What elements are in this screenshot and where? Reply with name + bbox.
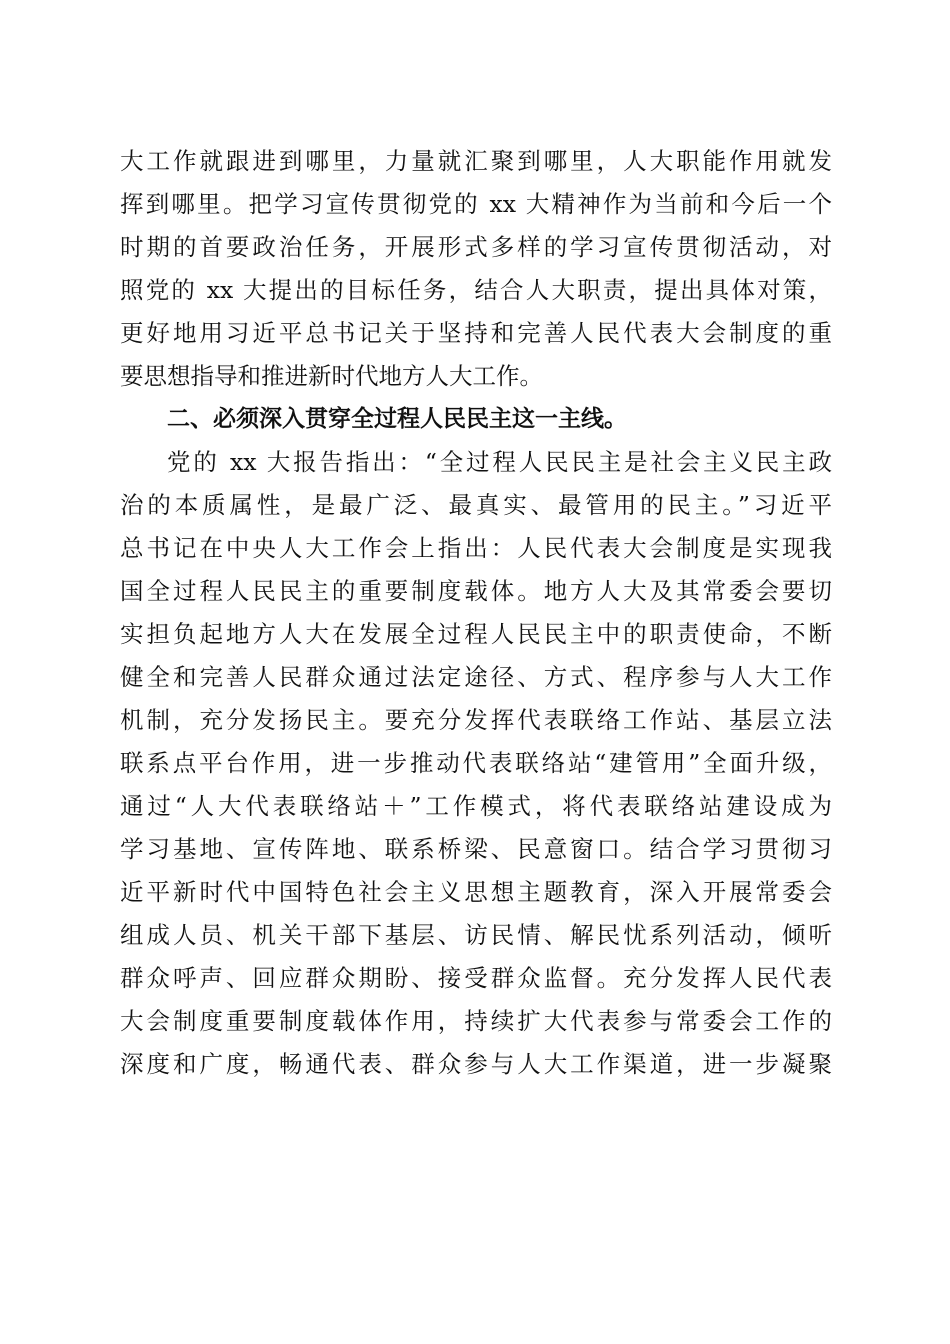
paragraph-line: 挥到哪里。把学习宣传贯彻党的 xx 大精神作为当前和今后一个 <box>120 190 832 218</box>
paragraph-line: 学习基地、宣传阵地、联系桥梁、民意窗口。结合学习贯彻习 <box>120 835 832 863</box>
paragraph-line: 实担负起地方人大在发展全过程人民民主中的职责使命，不断 <box>120 620 832 648</box>
paragraph-line: 群众呼声、回应群众期盼、接受群众监督。充分发挥人民代表 <box>120 964 832 992</box>
paragraph-line: 更好地用习近平总书记关于坚持和完善人民代表大会制度的重 <box>120 319 832 347</box>
paragraph-line: 深度和广度，畅通代表、群众参与人大工作渠道，进一步凝聚 <box>120 1050 832 1078</box>
paragraph-line: 通过“人大代表联络站＋”工作模式，将代表联络站建设成为 <box>120 792 832 820</box>
paragraph-section-two <box>120 441 832 1086</box>
section-heading: 二、必须深入贯穿全过程人民民主这一主线。 <box>167 406 627 432</box>
paragraph-line: 国全过程人民民主的重要制度载体。地方人大及其常委会要切 <box>120 577 832 605</box>
paragraph-line: 联系点平台作用，进一步推动代表联络站“建管用”全面升级， <box>120 749 832 777</box>
paragraph-line: 机制，充分发扬民主。要充分发挥代表联络工作站、基层立法 <box>120 706 832 734</box>
paragraph-line: 照党的 xx 大提出的目标任务，结合人大职责，提出具体对策， <box>120 276 832 304</box>
paragraph-line: 大工作就跟进到哪里，力量就汇聚到哪里，人大职能作用就发 <box>120 147 832 175</box>
paragraph-continued <box>120 140 832 398</box>
paragraph-line: 治的本质属性，是最广泛、最真实、最管用的民主。”习近平 <box>120 491 832 519</box>
paragraph-line: 总书记在中央人大工作会上指出：人民代表大会制度是实现我 <box>120 534 832 562</box>
paragraph-line: 近平新时代中国特色社会主义思想主题教育，深入开展常委会 <box>120 878 832 906</box>
paragraph-line: 大会制度重要制度载体作用，持续扩大代表参与常委会工作的 <box>120 1007 832 1035</box>
paragraph-line: 健全和完善人民群众通过法定途径、方式、程序参与人大工作 <box>120 663 832 691</box>
paragraph-line: 组成人员、机关干部下基层、访民情、解民忧系列活动，倾听 <box>120 921 832 949</box>
paragraph-line: 时期的首要政治任务，开展形式多样的学习宣传贯彻活动，对 <box>120 233 832 261</box>
paragraph-line: 要思想指导和推进新时代地方人大工作。 <box>120 362 543 390</box>
document-body <box>120 140 832 1086</box>
paragraph-line: 党的 xx 大报告指出：“全过程人民民主是社会主义民主政 <box>167 448 832 476</box>
